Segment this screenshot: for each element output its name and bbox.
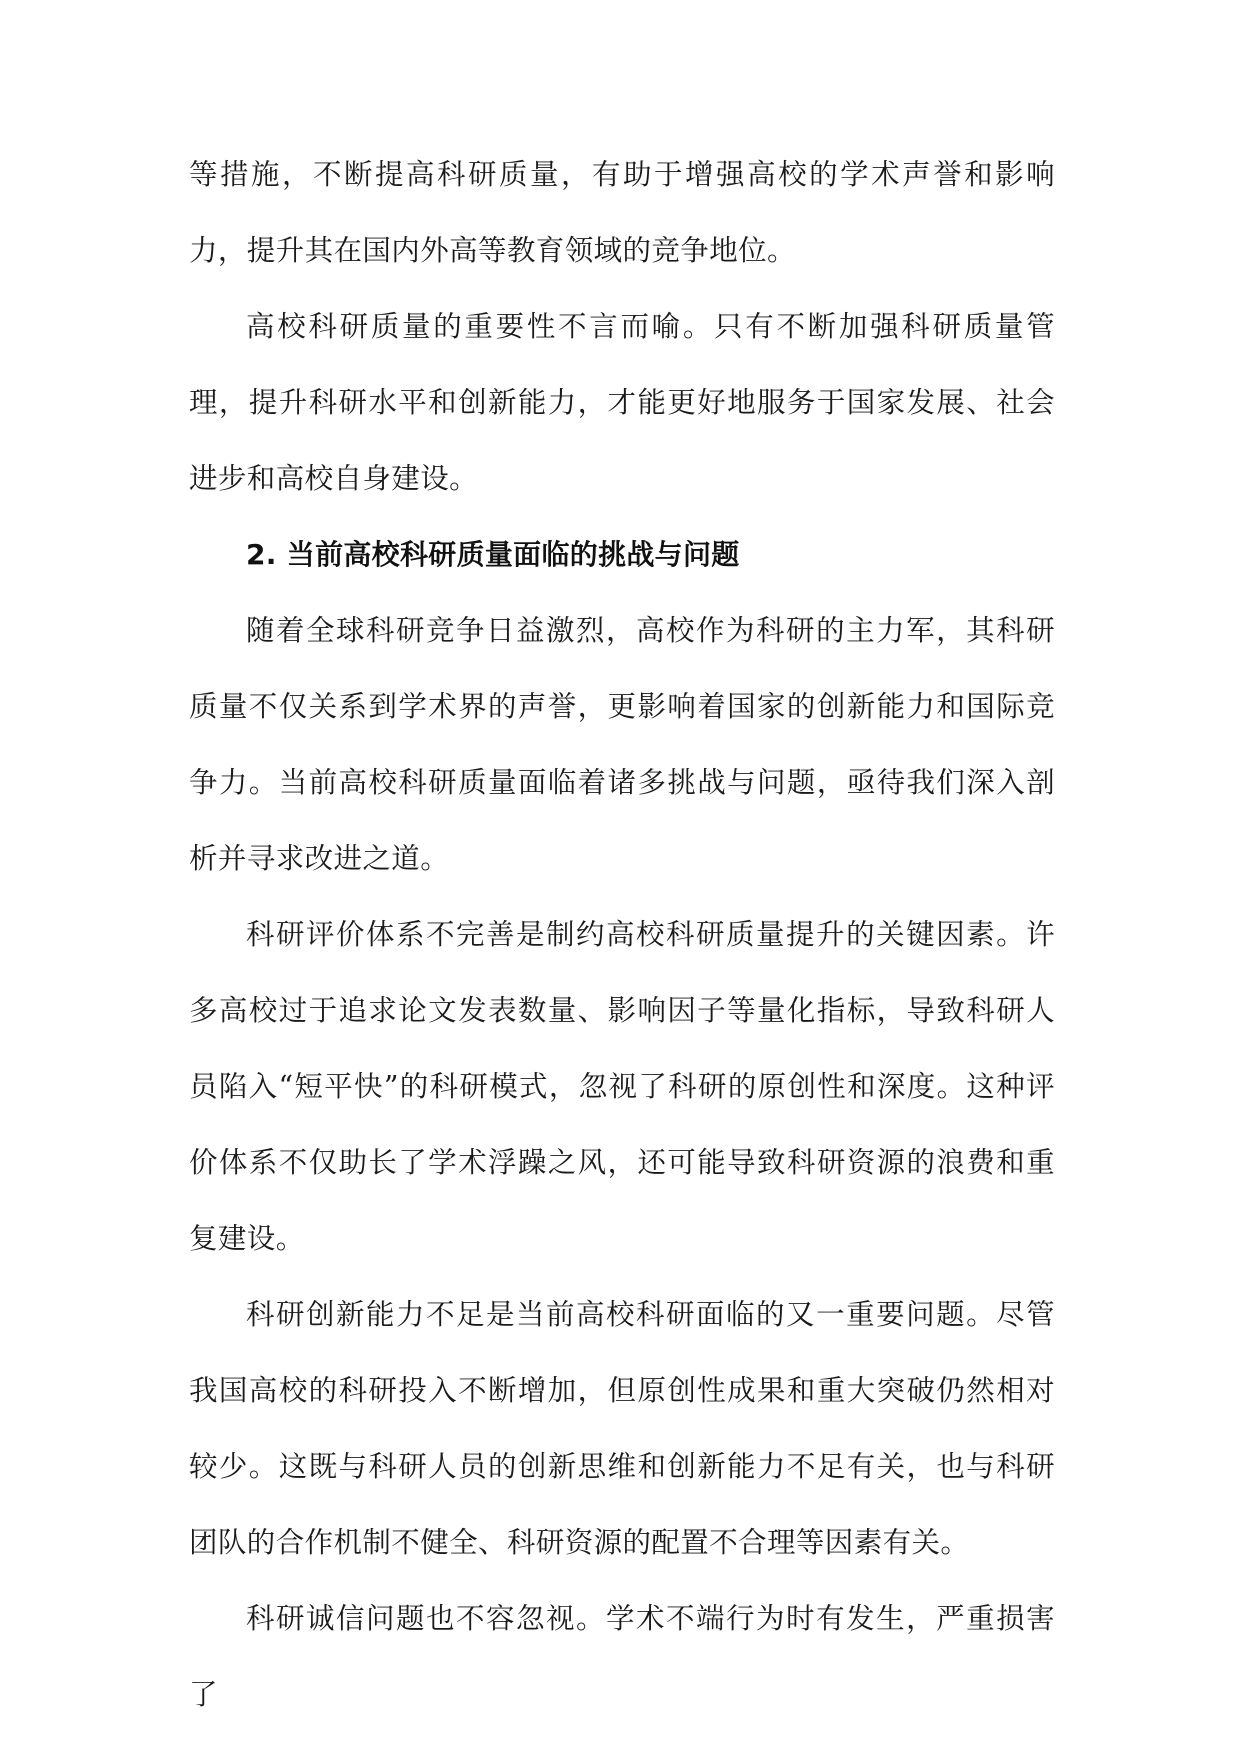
paragraph-intro: 随着全球科研竞争日益激烈，高校作为科研的主力军，其科研质量不仅关系到学术界的声誉，更影响着国家的创新能力和国际竞争力。当前高校科研质量面临着诸多挑战与问题，亟待我们深入剖析并寻求改进之道。 xyxy=(189,614,1055,875)
paragraph-innovation: 科研创新能力不足是当前高校科研面临的又一重要问题。尽管我国高校的科研投入不断增加，但原创性成果和重大突破仍然相对较少。这既与科研人员的创新思维和创新能力不足有关，也与科研团队的合作机制不健全、科研资源的配置不合理等因素有关。 xyxy=(189,1298,1055,1559)
document-body xyxy=(189,137,1055,1733)
paragraph-integrity: 科研诚信问题也不容忽视。学术不端行为时有发生，严重损害了 xyxy=(189,1602,1055,1711)
paragraph-continuation: 等措施，不断提高科研质量，有助于增强高校的学术声誉和影响力，提升其在国内外高等教育领域的竞争地位。 xyxy=(189,158,1055,267)
paragraph-evaluation-system: 科研评价体系不完善是制约高校科研质量提升的关键因素。许多高校过于追求论文发表数量、影响因子等量化指标，导致科研人员陷入“短平快”的科研模式，忽视了科研的原创性和深度。这种评价体系不仅助长了学术浮躁之风，还可能导致科研资源的浪费和重复建设。 xyxy=(189,918,1055,1255)
section-heading: 2. 当前高校科研质量面临的挑战与问题 xyxy=(246,538,740,571)
paragraph-importance: 高校科研质量的重要性不言而喻。只有不断加强科研质量管理，提升科研水平和创新能力，才能更好地服务于国家发展、社会进步和高校自身建设。 xyxy=(189,310,1055,495)
